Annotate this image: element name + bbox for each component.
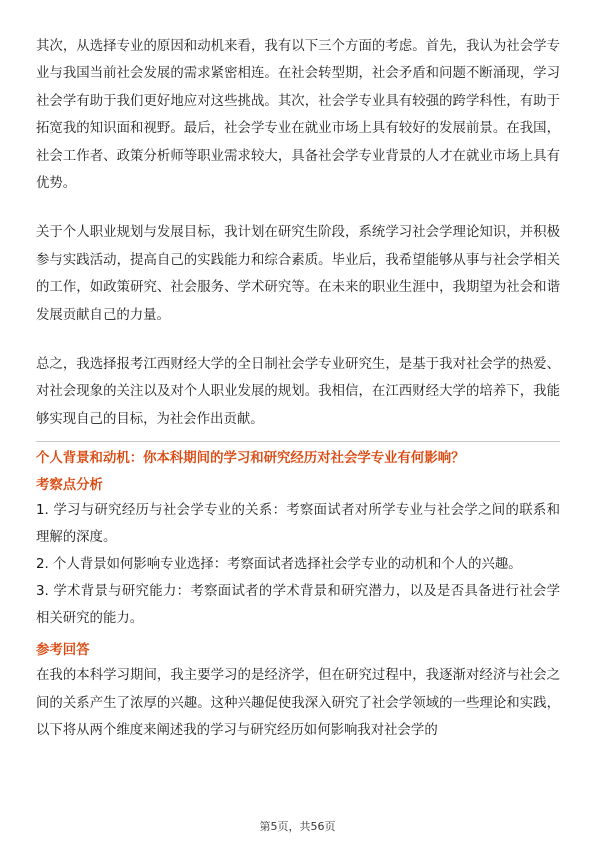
page-content: [36, 33, 560, 745]
analysis-list: [36, 497, 560, 632]
paragraph-motivation: 其次，从选择专业的原因和动机来看，我有以下三个方面的考虑。首先，我认为社会学专业与我国当前社会发展的需求紧密相连。在社会转型期，社会矛盾和问题不断涌现，学习社会学有助于我们更好地应对这些挑战。其次，社会学专业具有较强的跨学科性，有助于拓宽我的知识面和视野。最后，社会学专业在就业市场上具有较好的发展前景。在我国，社会工作者、政策分析师等职业需求较大，具备社会学专业背景的人才在就业市场上具有优势。: [36, 39, 560, 192]
paragraph-conclusion: 总之，我选择报考江西财经大学的全日制社会学专业研究生，是基于我对社会学的热爱、对社会现象的关注以及对个人职业发展的规划。我相信，在江西财经大学的培养下，我能够实现自己的目标，为社会作出贡献。: [36, 357, 560, 427]
analysis-heading: 考察点分析: [36, 478, 103, 494]
answer-heading: 参考回答: [36, 643, 90, 659]
analysis-item: 1. 学习与研究经历与社会学专业的关系：考察面试者对所学专业与社会学之间的联系和理解的深度。: [36, 503, 560, 546]
section-divider: [36, 441, 560, 442]
analysis-item: 2. 个人背景如何影响专业选择：考察面试者选择社会学专业的动机和个人的兴趣。: [36, 557, 522, 573]
paragraph-career-plan: 关于个人职业规划与发展目标，我计划在研究生阶段，系统学习社会学理论知识，并积极参与实践活动，提高自己的实践能力和综合素质。毕业后，我希望能够从事与社会学相关的工作，如政策研究、社会服务、学术研究等。在未来的职业生涯中，我期望为社会和谐发展贡献自己的力量。: [36, 225, 560, 323]
page-number: 第5页，共56页: [259, 820, 336, 833]
question-title: 个人背景和动机：你本科期间的学习和研究经历对社会学专业有何影响？: [36, 451, 465, 467]
analysis-item: 3. 学术背景与研究能力：考察面试者的学术背景和研究潜力，以及是否具备进行社会学相关研究的能力。: [36, 584, 560, 627]
answer-text: 在我的本科学习期间，我主要学习的是经济学，但在研究过程中，我逐渐对经济与社会之间的关系产生了浓厚的兴趣。这种兴趣促使我深入研究了社会学领域的一些理论和实践，以下将从两个维度来阐述我的学习与研究经历如何影响我对社会学的: [36, 668, 560, 739]
